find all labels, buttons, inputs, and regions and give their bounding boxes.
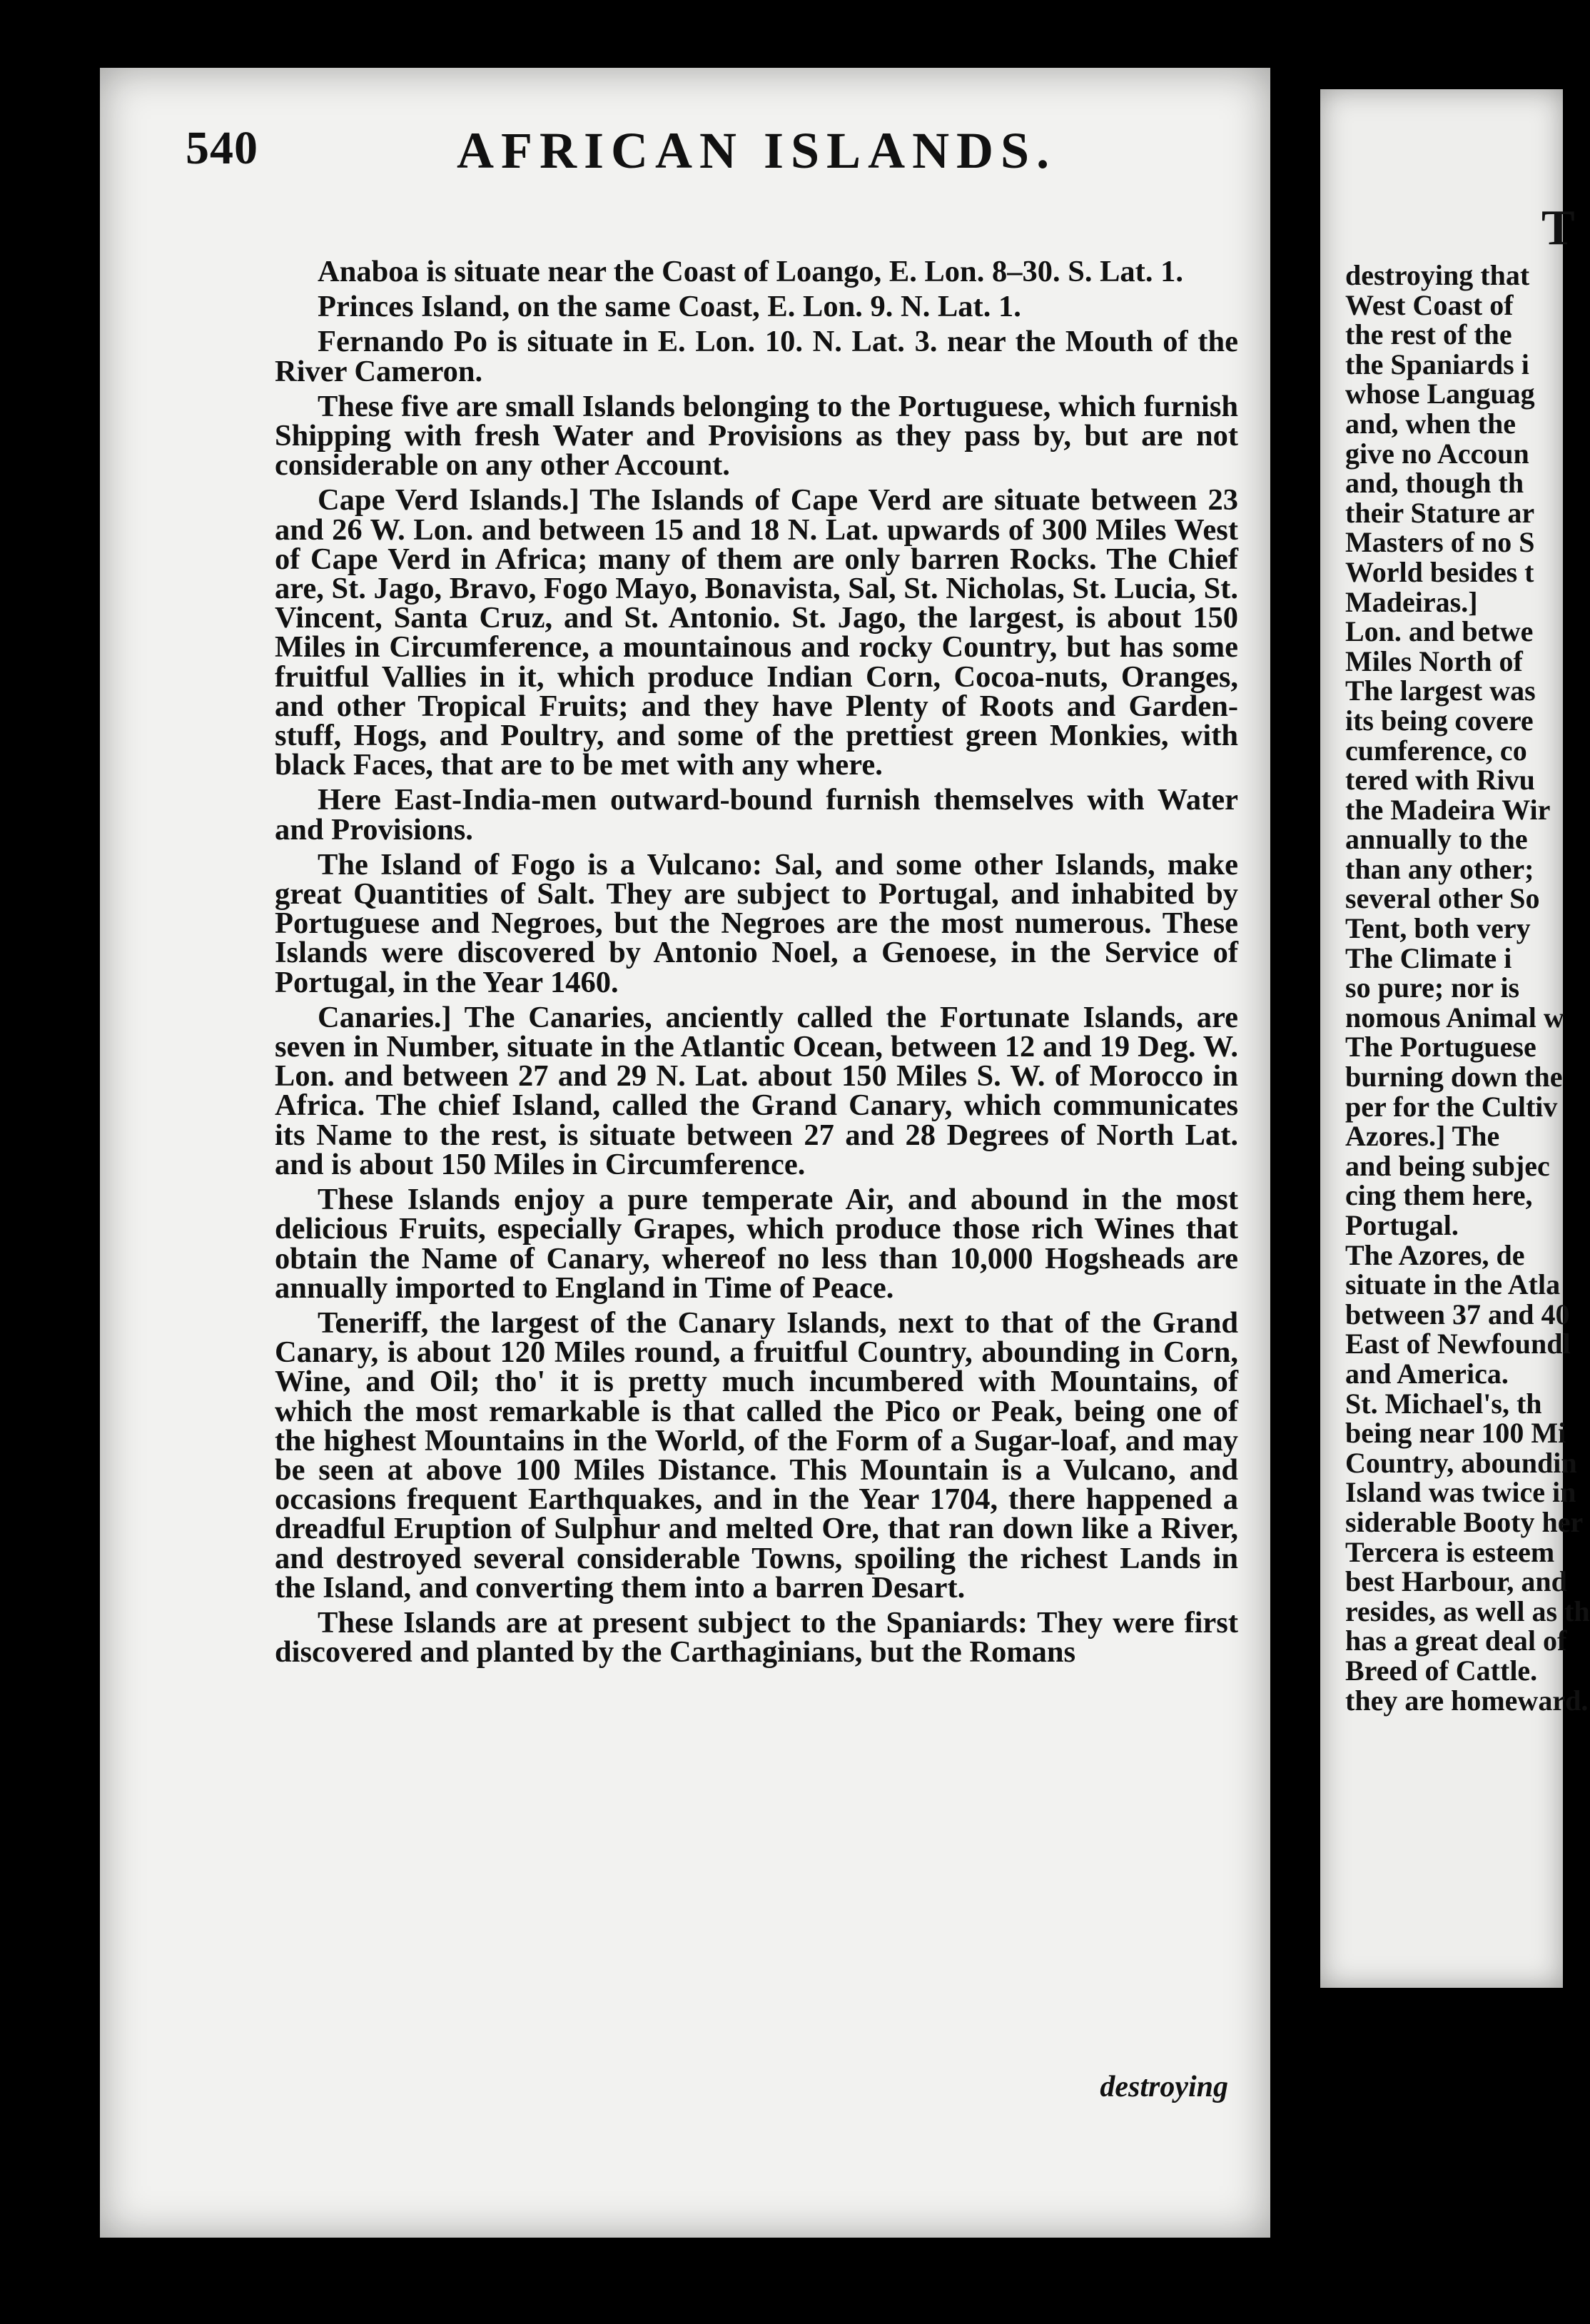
paragraph: The Island of Fogo is a Vulcano: Sal, and some other Islands, make great Quantities of Salt. They are subject to Portugal, and inhabited by Portuguese and Negroes, but the Negroes are the most numerous. These Islands were discovered by Antonio Noel, a Genoese, in the Service of Portugal, in the Year 1460. xyxy=(275,847,1238,999)
right-page-line: The Azores, de xyxy=(1345,1238,1525,1271)
right-running-title: T xyxy=(1541,201,1575,256)
paragraph: Cape Verd Islands.] The Islands of Cape Verd are situate between 23 and 26 W. Lon. and between 15 and 18 N. Lat. upwards of 300 Miles West of Cape Verd in Africa; many of them are only barren Rocks. The Chief are, St. Jago, Bravo, Fogo Mayo, Bonavista, Sal, St. Nicholas, St. Lucia, St. Vincent, Santa Cruz, and St. Antonio. St. Jago, the largest, is about 150 Miles in Circumference, a mountainous and rocky Country, but has some fruitful Vallies in it, which produce Indian Corn, Cocoa-nuts, Oranges, and other Tropical Fruits; and they have Plenty of Roots and Garden-stuff, Hogs, and Poultry, and some of the prettiest green Monkies, with black Faces, that are to be met with any where. xyxy=(275,483,1238,782)
right-page-line: give no Accoun xyxy=(1345,437,1529,470)
right-page-line: Azores.] The xyxy=(1345,1120,1500,1153)
running-title: AFRICAN ISLANDS. xyxy=(457,122,1057,179)
right-page-line: siderable Booty her xyxy=(1345,1505,1584,1538)
right-page-line: situate in the Atla xyxy=(1345,1268,1561,1301)
right-page-line: Country, aboundin xyxy=(1345,1446,1577,1479)
right-page-line: cumference, co xyxy=(1345,734,1527,767)
right-page-line: annually to the xyxy=(1345,823,1528,856)
left-page-body xyxy=(275,257,1238,1672)
right-page-line: its being covere xyxy=(1345,704,1534,737)
paragraph: Fernando Po is situate in E. Lon. 10. N. Lat. 3. near the Mouth of the River Cameron. xyxy=(275,325,1238,388)
right-page-line: burning down the xyxy=(1345,1061,1563,1093)
right-page-line: and being subjec xyxy=(1345,1149,1550,1182)
right-page-line: World besides t xyxy=(1345,555,1534,588)
right-page-line: Madeiras.] xyxy=(1345,585,1478,618)
right-page-line: than any other; xyxy=(1345,852,1534,885)
paragraph: Princes Island, on the same Coast, E. Lon. 9. N. Lat. 1. xyxy=(318,290,1021,324)
right-page-line: several other So xyxy=(1345,882,1540,915)
right-page-line: destroying that xyxy=(1345,259,1530,291)
right-page-line: per for the Cultiv xyxy=(1345,1090,1558,1123)
paragraph: Canaries.] The Canaries, anciently called the Fortunate Islands, are seven in Number, situate in the Atlantic Ocean, between 12 and 19 Deg. W. Lon. and between 27 and 29 N. Lat. about 150 Miles S. W. of Morocco in Africa. The chief Island, called the Grand Canary, which communicates its Name to the rest, is situate between 27 and 28 Degrees of North Lat. and is about 150 Miles in Circumference. xyxy=(275,1000,1238,1181)
right-page-line: between 37 and 40 xyxy=(1345,1298,1570,1330)
right-page-line: cing them here, xyxy=(1345,1179,1533,1212)
paragraph: Teneriff, the largest of the Canary Islands, next to that of the Grand Canary, is about 120 Miles round, a fruitful Country, abounding in Corn, Wine, and Oil; tho' it is pretty much incumbered with Mountains, of which the most remarkable is that called the Pico or Peak, being one of the highest Mountains in the World, of the Form of a Sugar-loaf, and may be seen at above 100 Miles Distance. This Mountain is a Vulcano, and occasions frequent Earthquakes, and in the Year 1704, there happened a dreadful Eruption of Sulphur and melted Ore, that ran down like a River, and destroyed several considerable Towns, spoiling the richest Lands in the Island, and converting them into a barren Desart. xyxy=(275,1305,1238,1605)
right-page-line: tered with Rivu xyxy=(1345,764,1535,797)
catchword: destroying xyxy=(1100,2071,1228,2103)
right-page-line: so pure; nor is xyxy=(1345,971,1520,1004)
right-page-line: Portugal. xyxy=(1345,1209,1459,1241)
right-page-line: being near 100 Mi xyxy=(1345,1417,1566,1450)
right-page-line: St. Michael's, th xyxy=(1345,1387,1542,1420)
right-page-line: resides, as well as th xyxy=(1345,1595,1590,1627)
right-page-line: Breed of Cattle. xyxy=(1345,1654,1538,1687)
paragraph: Here East-India-men outward-bound furnish themselves with Water and Provisions. xyxy=(275,783,1238,847)
page-number: 540 xyxy=(186,122,258,174)
right-page-line: Masters of no S xyxy=(1345,526,1535,559)
right-page-line: the Madeira Wir xyxy=(1345,793,1551,826)
paragraph: Anaboa is situate near the Coast of Loango, E. Lon. 8–30. S. Lat. 1. xyxy=(318,255,1183,288)
right-page-line: and, when the xyxy=(1345,407,1516,440)
right-page-line: East of Newfoundl xyxy=(1345,1328,1571,1360)
right-page-line: their Stature ar xyxy=(1345,496,1535,529)
right-page-text xyxy=(1345,259,1590,1717)
right-page-line: Lon. and betwe xyxy=(1345,615,1534,648)
right-page-line: they are homeward. xyxy=(1345,1684,1589,1717)
right-page-line: whose Languag xyxy=(1345,378,1535,410)
right-page-line: the Spaniards i xyxy=(1345,348,1529,380)
right-page-line: The largest was xyxy=(1345,675,1536,707)
right-page-line: has a great deal of xyxy=(1345,1625,1567,1657)
right-page-line: best Harbour, and xyxy=(1345,1565,1567,1598)
page-header xyxy=(186,121,1227,179)
right-page-line: Tent, both very xyxy=(1345,912,1531,945)
right-page-line: the rest of the xyxy=(1345,318,1512,351)
paragraph: These five are small Islands belonging to the Portuguese, which furnish Shipping with fresh Water and Provisions as they pass by, but are not considerable on any other Account. xyxy=(275,389,1238,483)
right-page-line: The Climate i xyxy=(1345,941,1512,974)
right-page-line: West Coast of xyxy=(1345,288,1514,321)
right-page-line: The Portuguese xyxy=(1345,1031,1536,1064)
right-page-line: nomous Animal w xyxy=(1345,1001,1564,1034)
right-page-line: Miles North of xyxy=(1345,645,1523,677)
right-page-line: Island was twice in xyxy=(1345,1476,1576,1509)
paragraph: These Islands are at present subject to the Spaniards: They were first discovered and planted by the Carthaginians, but the Romans xyxy=(275,1605,1238,1669)
right-page-line: and, though th xyxy=(1345,467,1524,500)
right-page-line: and America. xyxy=(1345,1357,1509,1390)
paragraph: These Islands enjoy a pure temperate Air, and abound in the most delicious Fruits, especially Grapes, which produce those rich Wines that obtain the Name of Canary, whereof no less than 10,000 Hogsheads are annually imported to England in Time of Peace. xyxy=(275,1183,1238,1305)
right-page-line: Tercera is esteem xyxy=(1345,1535,1555,1568)
